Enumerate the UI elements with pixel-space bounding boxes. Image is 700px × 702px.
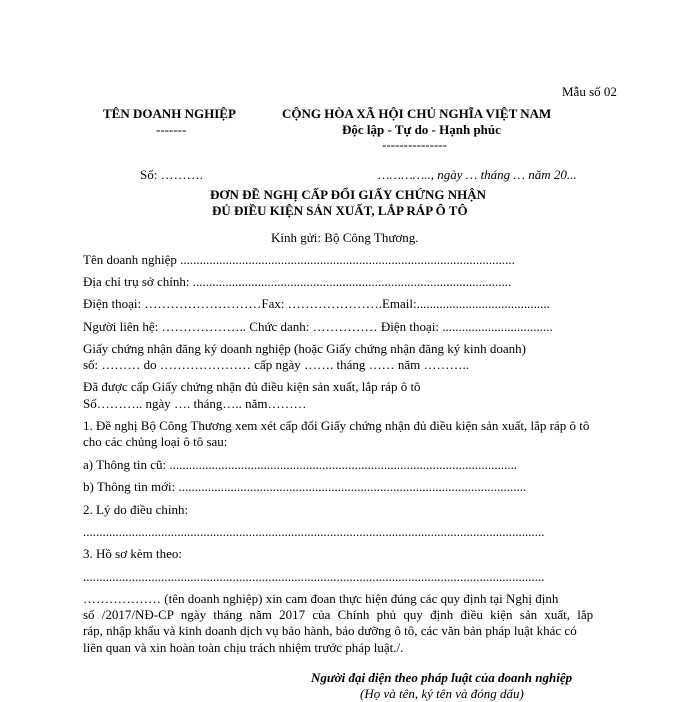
granted-cert-line2: Số……….. ngày …. tháng….. năm……… [83, 396, 307, 411]
section1-line1: 1. Đề nghị Bộ Công Thương xem xét cấp đổi Giấy chứng nhận đủ điều kiện sản xuất, lắp ráp ô tô [83, 418, 590, 433]
form-number: Mẫu số 02 [562, 84, 617, 99]
commitment-line3: ráp, nhập khẩu và kinh doanh dịch vụ bảo hành, bảo dưỡng ô tô, các văn bản pháp luật khác có [83, 623, 577, 638]
recipient: Kính gửi: Bộ Công Thương. [271, 230, 419, 245]
granted-cert-line1: Đã được cấp Giấy chứng nhận đủ điều kiện sản xuất, lắp ráp ô tô [83, 379, 421, 394]
registration-cert-line2: số: ……… do ………………… cấp ngày ……. tháng …… năm ……….. [83, 357, 469, 372]
document-number: Số: ………. [140, 167, 203, 182]
old-info-field: a) Thông tin cũ: ........................................................................................................... [83, 457, 518, 472]
motto-dashes: --------------- [382, 137, 447, 152]
contact-phone-field: Điện thoại: ………………………Fax: ………………….Email:......................................... [83, 296, 550, 311]
section1-line2: cho các chủng loại ô tô sau: [83, 434, 228, 449]
section3-label: 3. Hồ sơ kèm theo: [83, 546, 182, 561]
company-name-field: Tên doanh nghiệp ....................................................................................................... [83, 252, 515, 267]
contact-person-field: Người liên hệ: ……………….. Chức danh: …………… Điện thoại: .................................. [83, 319, 553, 334]
address-field: Địa chỉ trụ sở chính: .................................................................................................. [83, 274, 512, 289]
commitment-line2: số /2017/NĐ-CP ngày tháng năm 2017 của Chính phủ quy định điều kiện sản xuất, lắp [83, 607, 594, 622]
company-dashes: ------- [156, 122, 187, 137]
company-label: TÊN DOANH NGHIỆP [103, 106, 236, 121]
document-date: ………….., ngày … tháng … năm 20... [378, 167, 577, 182]
signature-title: Người đại diện theo pháp luật của doanh nghiệp [311, 670, 573, 685]
section2-dots: .............................................................................................................................................. [83, 524, 545, 539]
section3-dots: .............................................................................................................................................. [83, 569, 545, 584]
document-title-line2: ĐỦ ĐIỀU KIỆN SẢN XUẤT, LẮP RÁP Ô TÔ [212, 203, 468, 218]
country-title: CỘNG HÒA XÃ HỘI CHỦ NGHĨA VIỆT NAM [282, 106, 552, 121]
signature-note: (Họ và tên, ký tên và đóng dấu) [360, 686, 524, 701]
commitment-line4: liên quan và xin hoàn toàn chịu trách nhiệm trước pháp luật./. [83, 640, 404, 655]
commitment-line1: ……………… (tên doanh nghiệp) xin cam đoan thực hiện đúng các quy định tại Nghị định [83, 591, 559, 606]
new-info-field: b) Thông tin mới: ........................................................................................................... [83, 479, 527, 494]
registration-cert-line1: Giấy chứng nhận đăng ký doanh nghiệp (hoặc Giấy chứng nhận đăng ký kinh doanh) [83, 341, 526, 356]
section2-label: 2. Lý do điều chỉnh: [83, 502, 189, 517]
motto: Độc lập - Tự do - Hạnh phúc [342, 122, 501, 137]
document-title-line1: ĐƠN ĐỀ NGHỊ CẤP ĐỔI GIẤY CHỨNG NHẬN [210, 187, 487, 202]
